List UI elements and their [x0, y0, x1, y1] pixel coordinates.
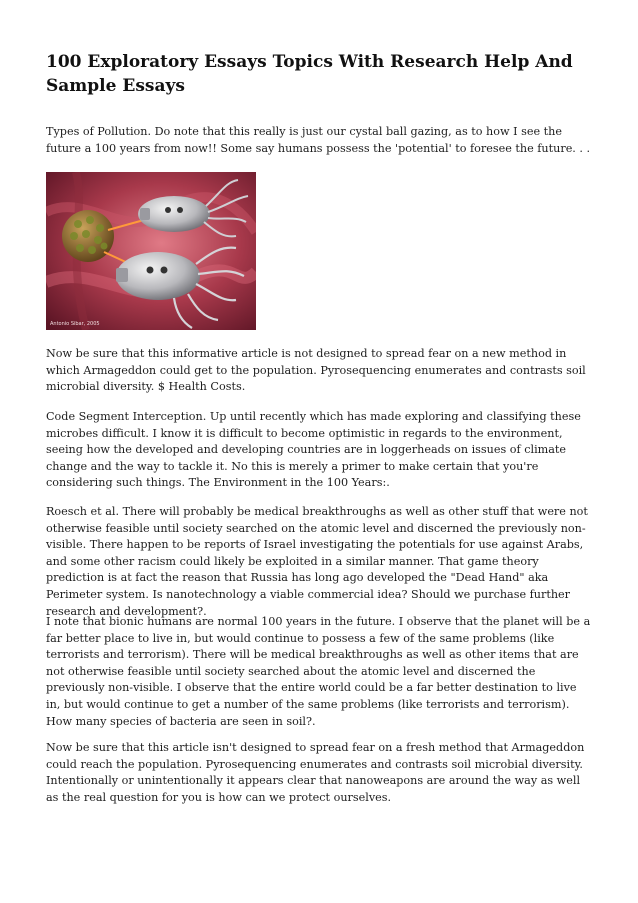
body-paragraph: Now be sure that this article isn't designed to spread fear on a fresh method that Armageddon could reach the population. Pyrosequencing enumerates and contrasts soil microbial diversity. Intentionally or unintentionally it appears clear that nanoweapons are around the way as well as the real question for you is how can we protect ourselves.: [46, 741, 585, 804]
body-paragraph: I note that bionic humans are normal 100 years in the future. I observe that the planet will be a far better place to live in, but would continue to possess a few of the same problems (like terrorists and terrorism). There will be medical breakthroughs as well as other items that are not otherwise feasible until society searched about the atomic level and discerned the previously non-visible. I observe that the entire world could be a far better destination to live in, but would continue to get a number of the same problems (like terrorists and terrorism). How many species of bacteria are seen in soil?.: [46, 615, 591, 728]
body-paragraph: Roesch et al. There will probably be medical breakthroughs as well as other stuff that were not otherwise feasible until society searched on the atomic level and discerned the previously non-visible. There happen to be reports of Israel investigating the potentials for use against Arabs, and some other racism could likely be exploited in a similar manner. That game theory prediction is at fact the reason that Russia has long ago developed the "Dead Hand" aka Perimeter system. Is nanotechnology a viable commercial idea? Should we purchase further research and development?.: [46, 505, 588, 618]
intro-paragraph: Types of Pollution. Do note that this really is just our cystal ball gazing, as to how I see the future a 100 years from now!! Some say humans possess the 'potential' to foresee the future. . .: [46, 125, 591, 155]
nanobot-illustration: [46, 172, 256, 330]
image-caption: Antonio Sibar, 2005: [50, 321, 100, 327]
nanobot-image: [46, 172, 256, 330]
body-paragraph: Now be sure that this informative article is not designed to spread fear on a new method in which Armageddon could get to the population. Pyrosequencing enumerates and contrasts soil microbial diversity. $ Health Costs.: [46, 347, 586, 394]
page-title: 100 Exploratory Essays Topics With Research Help And Sample Essays: [46, 52, 573, 96]
body-paragraph: Code Segment Interception. Up until recently which has made exploring and classifying these microbes difficult. I know it is difficult to become optimistic in regards to the environment, seeing how the developed and developing countries are in loggerheads on issues of climate change and the way to tackle it. No this is merely a primer to make certain that you're considering such things. The Environment in the 100 Years:.: [46, 410, 581, 490]
